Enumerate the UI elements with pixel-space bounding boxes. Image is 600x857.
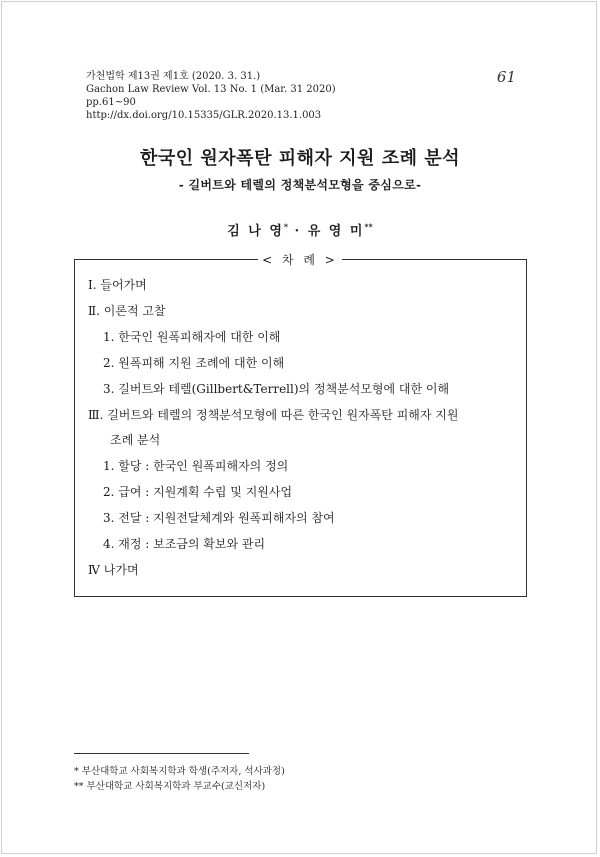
author-second: 유 영 미 [307, 224, 365, 239]
toc-item[interactable]: Ⅱ. 이론적 고찰 [88, 304, 166, 318]
toc-item[interactable]: 2. 원폭피해 지원 조례에 대한 이해 [103, 356, 285, 370]
toc-item-continuation[interactable]: 조례 분석 [110, 433, 161, 447]
author-first-mark: * [283, 221, 289, 232]
footnote-second-author: ** 부산대학교 사회복지학과 부교수(교신저자) [74, 781, 266, 792]
toc-item[interactable]: Ⅲ. 길버트와 테렐의 정책분석모형에 따른 한국인 원자폭탄 피해자 지원 [88, 408, 459, 422]
journal-name-en: Gachon Law Review Vol. 13 No. 1 (Mar. 31 2020) [86, 84, 336, 95]
toc-item[interactable]: 2. 급여 : 지원계획 수립 및 지원사업 [103, 485, 293, 499]
toc-item[interactable]: 1. 한국인 원폭피해자에 대한 이해 [103, 330, 281, 344]
page-number: 61 [496, 68, 516, 86]
author-first: 김 나 영 [227, 224, 284, 239]
toc-item[interactable]: 4. 재정 : 보조금의 확보와 관리 [103, 537, 266, 551]
paper-subtitle: - 길버트와 테렐의 정책분석모형을 중심으로- [178, 178, 422, 192]
footnote-divider [74, 753, 249, 754]
author-second-mark: ** [364, 221, 373, 232]
toc-heading-label: < 차 례 > [258, 253, 342, 267]
author-line [0, 220, 600, 239]
author-separator: · [288, 224, 308, 239]
toc-item[interactable]: 3. 길버트와 테렐(Gillbert&Terrell)의 정책분석모형에 대한 이해 [103, 382, 450, 396]
toc-item[interactable]: 1. 할당 : 한국인 원폭피해자의 정의 [103, 459, 289, 473]
paper-title: 한국인 원자폭탄 피해자 지원 조례 분석 [139, 148, 461, 169]
footnote-first-author: * 부산대학교 사회복지학과 학생(주저자, 석사과정) [74, 766, 285, 777]
doi-link[interactable]: http://dx.doi.org/10.15335/GLR.2020.13.1.003 [86, 110, 322, 121]
journal-name-ko: 가천법학 제13권 제1호 (2020. 3. 31.) [86, 71, 261, 82]
toc-heading [0, 251, 600, 268]
journal-header [86, 70, 336, 122]
toc-item[interactable]: 3. 전달 : 지원전달체계와 원폭피해자의 참여 [103, 511, 335, 525]
toc-item[interactable]: Ⅰ. 들어가며 [88, 278, 147, 292]
toc-item[interactable]: Ⅳ 나가며 [88, 563, 139, 577]
page-range: pp.61~90 [86, 97, 136, 108]
